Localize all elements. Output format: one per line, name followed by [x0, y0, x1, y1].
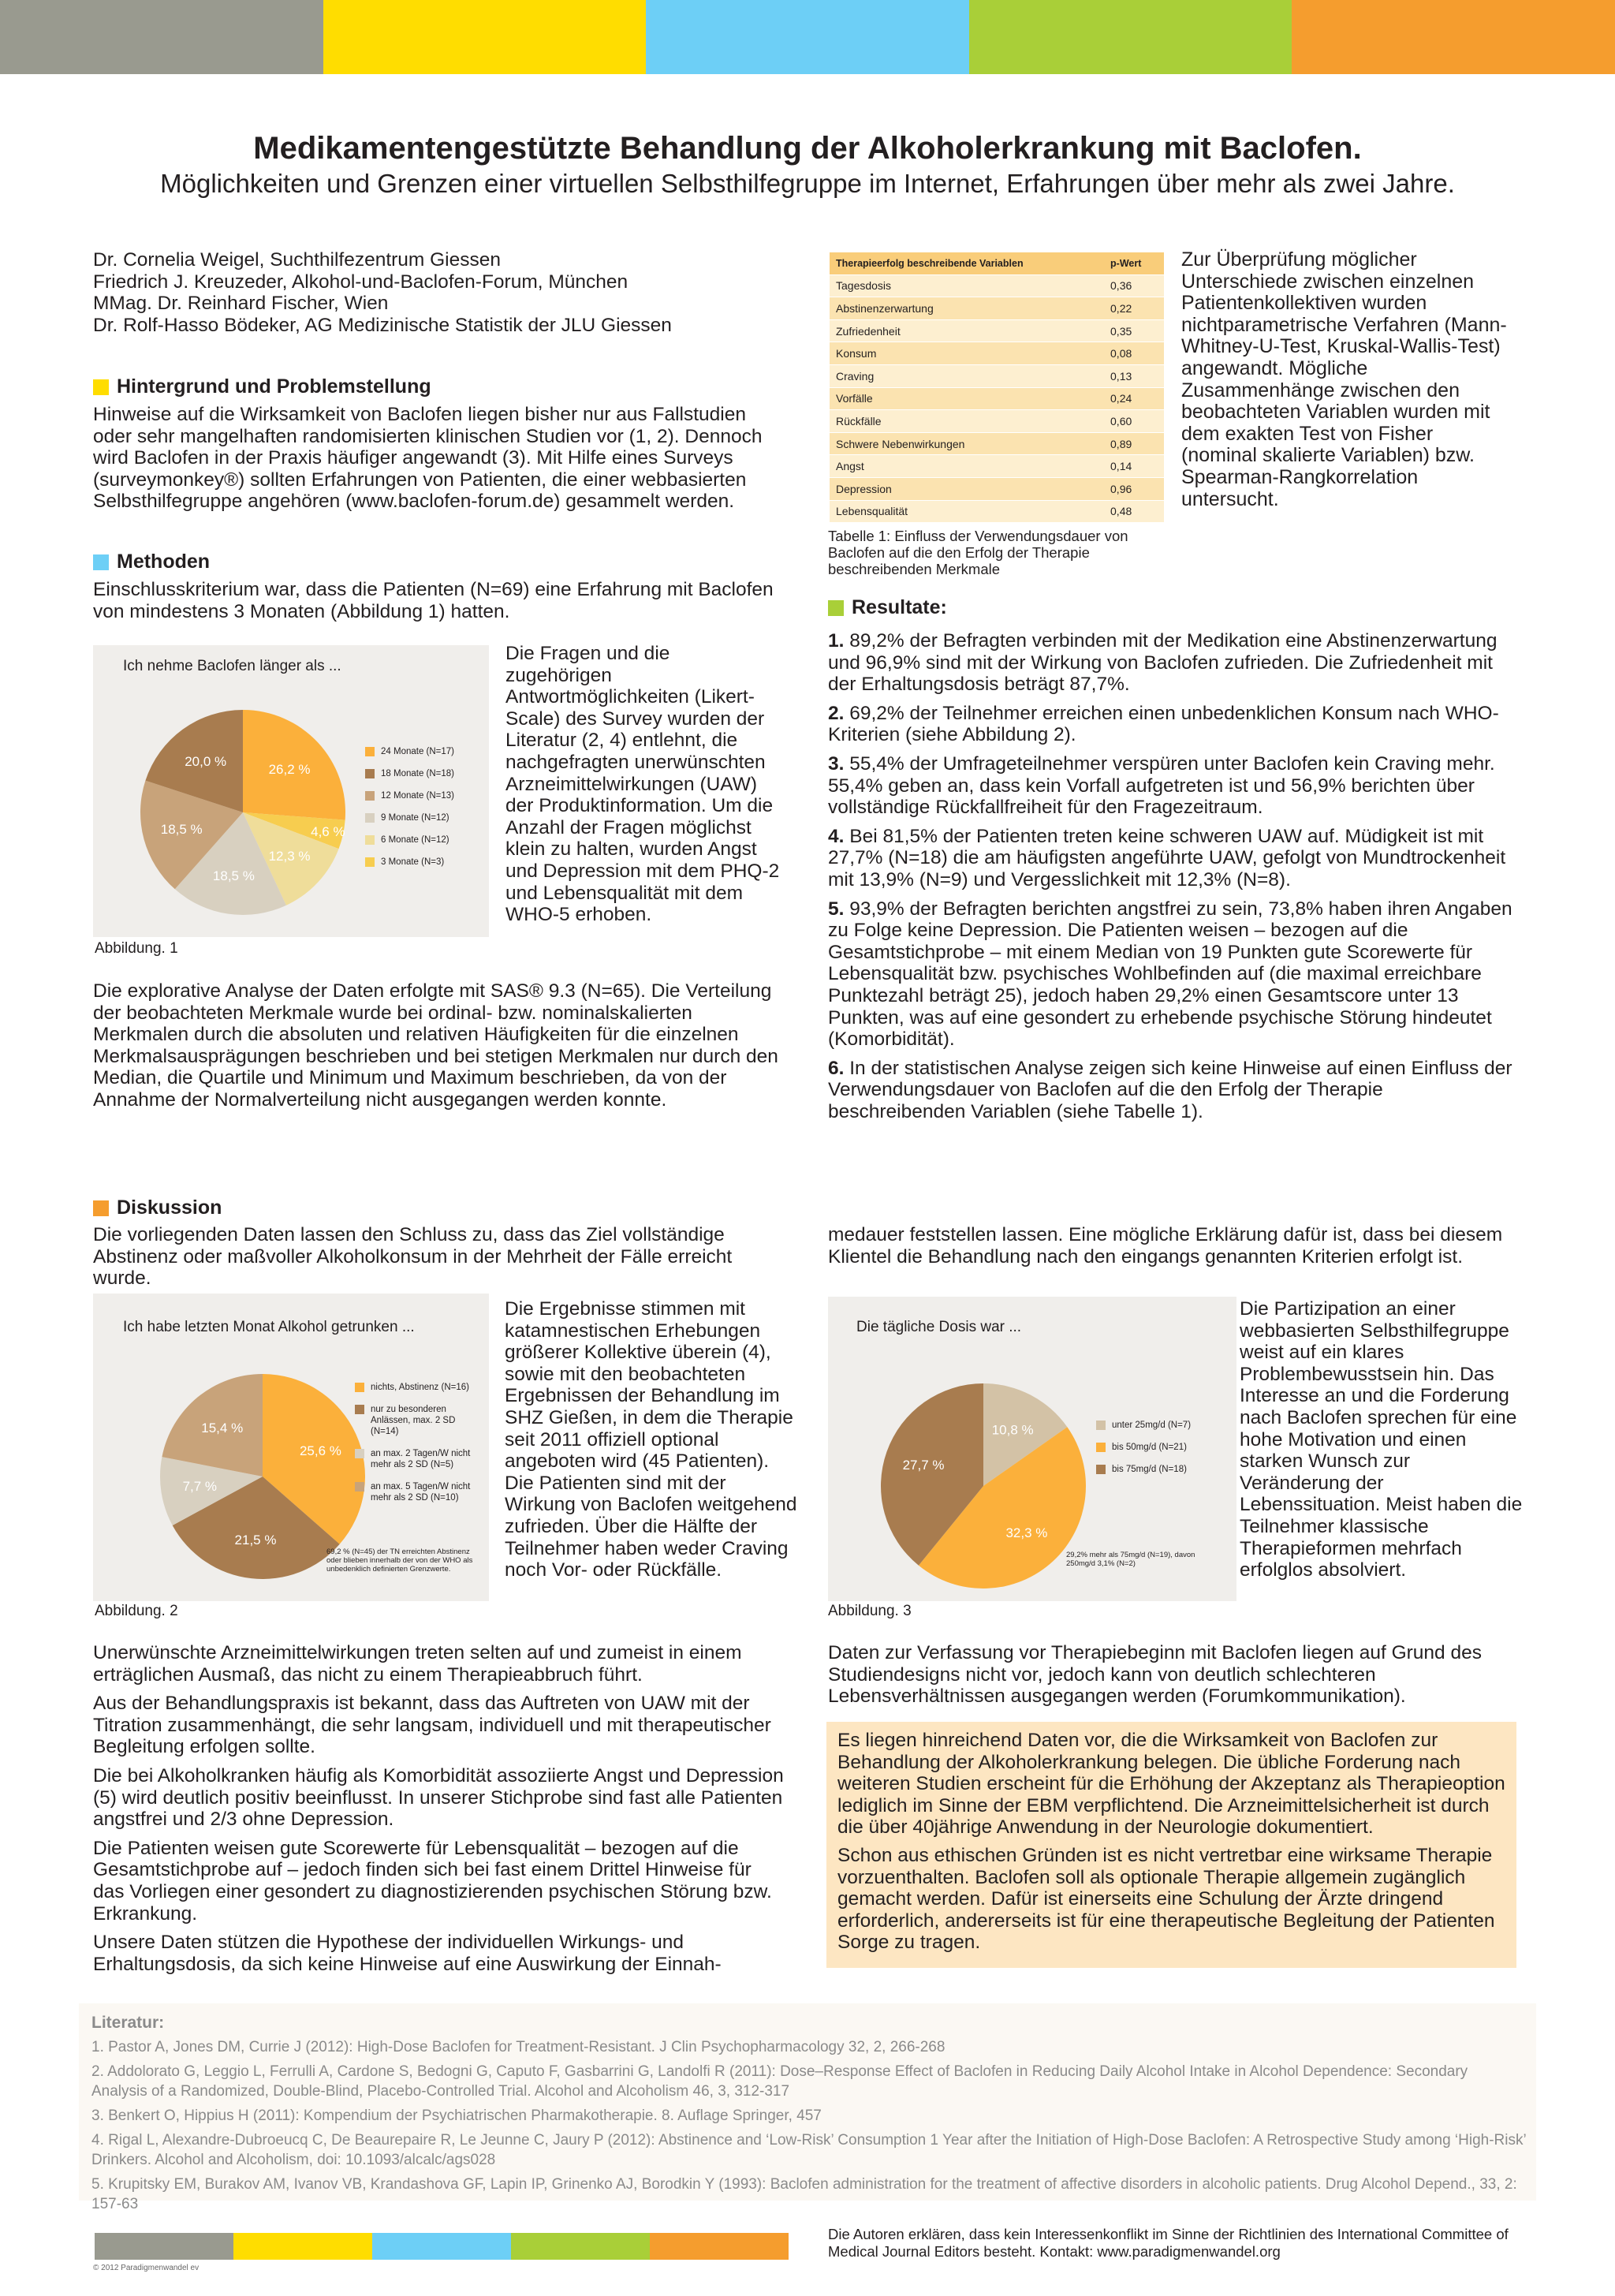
- poster-subtitle: Möglichkeiten und Grenzen einer virtuellen Selbsthilfegruppe im Internet, Erfahrungen über mehr als zwei Jahre.: [160, 169, 1455, 198]
- figure-3-note: 29,2% mehr als 75mg/d (N=19), davon 250mg/d 3,1% (N=2): [1066, 1551, 1195, 1568]
- pie-data-label: 32,3 %: [1005, 1525, 1048, 1540]
- paragraph: Die bei Alkoholkranken häufig als Komorbidität assoziierte Angst und Depression (5) wird deutlich positiv beeinflusst. In unserer Stichprobe sind fast alle Patienten angstfrei und 2/3 ohne Depression.: [93, 1764, 784, 1831]
- legend-entry: [355, 1404, 481, 1437]
- table-header: Therapieerfolg beschreibende Variablen: [830, 252, 1104, 274]
- reference-item: 4. Rigal L, Alexandre-Dubroeucq C, De Beaurepaire R, Le Jeunne C, Jaury P (2012): Abstinence and ‘Low-Risk’ Consumption 1 Year after the Initiation of High-Dose Baclofen: A Retrospective Study among ‘High-Risk’ Drinkers. Alcohol and Alcoholism, doi: 10.1093/alcalc/ags028: [91, 2132, 1527, 2168]
- legend-label: unter 25mg/d (N=7): [1112, 1421, 1192, 1430]
- figure-1-legend: [365, 746, 483, 879]
- legend-entry: [365, 768, 483, 779]
- top-color-bar: [0, 0, 1615, 74]
- legend-label: 12 Monate (N=13): [381, 791, 455, 801]
- table-cell-variable: Tagesdosis: [830, 274, 1104, 297]
- pie-data-label: 15,4 %: [201, 1420, 244, 1435]
- result-text: In der statistischen Analyse zeigen sich keine Hinweise auf einen Einfluss der Verwendungsdauer von Baclofen auf die den Erfolg der Therapie beschreibenden Variablen (siehe Tabelle 1).: [828, 1057, 1512, 1122]
- pie-data-label: 7,7 %: [182, 1479, 218, 1495]
- table-cell-variable: Schwere Nebenwirkungen: [830, 432, 1104, 455]
- table-cell-pvalue: 0,48: [1104, 500, 1164, 523]
- result-item: [828, 630, 1522, 696]
- result-number: 6.: [828, 1057, 845, 1079]
- legend-entry: [365, 746, 483, 757]
- result-item: [828, 898, 1522, 1051]
- legend-entry: [1096, 1442, 1230, 1453]
- results-table: [830, 252, 1164, 523]
- green-square-icon: [828, 600, 844, 616]
- footer-disclaimer: Die Autoren erklären, dass kein Interessenkonflikt im Sinne der Richtlinien des International Committee of Medical Journal Editors besteht. Kontakt: www.paradigmenwandel.org: [828, 2226, 1509, 2260]
- reference-item: 1. Pastor A, Jones DM, Currie J (2012): High-Dose Baclofen for Treatment-Resistant. J Clin Psychopharmacology 32, 2, 266-268: [91, 2039, 946, 2055]
- table-cell-pvalue: 0,22: [1104, 297, 1164, 320]
- table-cell-pvalue: 0,35: [1104, 319, 1164, 342]
- reference-item: 3. Benkert O, Hippius H (2011): Kompendium der Psychiatrischen Pharmakotherapie. 8. Auflage Springer, 457: [91, 2107, 822, 2124]
- color-block: [969, 0, 1292, 74]
- table-row: [830, 387, 1164, 410]
- color-block: [511, 2233, 650, 2260]
- diskussion-intro: Die vorliegenden Daten lassen den Schluss zu, dass das Ziel vollständige Abstinenz oder maßvoller Alkoholkonsum in der Mehrheit der Fälle erreicht wurde.: [93, 1224, 733, 1290]
- table-cell-pvalue: 0,24: [1104, 387, 1164, 410]
- table-cell-variable: Rückfälle: [830, 410, 1104, 433]
- figure-2-note: 69,2 % (N=45) der TN erreichten Abstinenz oder blieben innerhalb der von der WHO als unbedenklich definierten Grenzwerte.: [326, 1547, 473, 1574]
- table-cell-pvalue: 0,60: [1104, 410, 1164, 433]
- references: [91, 2013, 1527, 2219]
- references-heading: Literatur:: [91, 2014, 165, 2032]
- color-block: [0, 0, 323, 74]
- figure-1-title: Ich nehme Baclofen länger als ...: [123, 658, 341, 674]
- legend-swatch: [355, 1482, 364, 1491]
- table-row: [830, 500, 1164, 523]
- pie-data-label: 20,0 %: [185, 753, 227, 769]
- reference-item: 2. Addolorato G, Leggio L, Ferrulli A, Cardone S, Bedogni G, Caputo F, Gasbarrini G, Landolfi R (2011): Dose–Response Effect of Baclofen in Reducing Daily Alcohol Intake in Alcohol Dependence: Secondary Analysis of a Randomized, Double-Blind, Placebo-Controlled Trial. Alcohol and Alcoholism 46, 3, 312-317: [91, 2063, 1468, 2100]
- table-cell-variable: Angst: [830, 455, 1104, 478]
- legend-swatch: [355, 1405, 364, 1414]
- legend-label: nichts, Abstinenz (N=16): [371, 1383, 469, 1392]
- table-row: [830, 455, 1164, 478]
- table-row: [830, 297, 1164, 320]
- legend-swatch: [365, 769, 375, 778]
- legend-label: an max. 5 Tagen/W nicht mehr als 2 SD (N=10): [371, 1482, 471, 1503]
- result-text: 55,4% der Umfrageteilnehmer verspüren unter Baclofen kein Craving mehr. 55,4% geben an, dass kein Vorfall aufgetreten ist und 56,9% berichten über vollständige Rückfallfreiheit für den Fragezeitraum.: [828, 752, 1495, 819]
- legend-swatch: [1096, 1421, 1106, 1430]
- pie-data-label: 4,6 %: [311, 823, 345, 839]
- legend-entry: [355, 1448, 481, 1470]
- legend-swatch: [365, 857, 375, 867]
- legend-label: an max. 2 Tagen/W nicht mehr als 2 SD (N=5): [371, 1449, 471, 1469]
- color-block: [650, 2233, 789, 2260]
- author: Friedrich J. Kreuzeder, Alkohol-und-Baclofen-Forum, München: [93, 271, 628, 293]
- legend-swatch: [365, 835, 375, 845]
- pie-data-label: 18,5 %: [212, 868, 255, 883]
- result-item: [828, 703, 1522, 746]
- legend-swatch: [365, 747, 375, 756]
- table-row: [830, 274, 1164, 297]
- methoden-side-text: Die Fragen und die zugehörigen Antwortmöglichkeiten (Likert-Scale) des Survey wurden der Literatur (2, 4) entlehnt, die nachgefragten unerwünschten Arzneimittelwirkungen (UAW) der Produktinformation. Um die Anzahl der Fragen möglichst klein zu halten, wurden Angst und Depression mit dem PHQ-2 und Lebensqualität mit dem WHO-5 erhoben.: [505, 643, 780, 926]
- legend-swatch: [1096, 1465, 1106, 1474]
- result-number: 3.: [828, 752, 845, 775]
- legend-swatch: [1096, 1443, 1106, 1452]
- figure-2-caption: Abbildung. 2: [95, 1603, 178, 1619]
- table-cell-variable: Lebensqualität: [830, 500, 1104, 523]
- legend-label: 24 Monate (N=17): [381, 747, 455, 756]
- table-caption: Tabelle 1: Einfluss der Verwendungsdauer von Baclofen auf die den Erfolg der Therapie beschreibenden Merkmale: [828, 528, 1128, 577]
- color-block: [372, 2233, 511, 2260]
- legend-entry: [365, 790, 483, 801]
- legend-entry: [1096, 1464, 1230, 1475]
- result-text: 93,9% der Befragten berichten angstfrei zu sein, 73,8% haben ihren Angaben zu Folge keine Depression. Die Patienten weisen – bezogen auf die Gesamtstichprobe – mit einem Median von 19 Punkten gute Scorewerte für Lebensqualität bzw. psychisches Wohlbefinden auf (die maximal erreichbare Punktezahl beträgt 25), jedoch haben 29,2% einen Gesamtscore unter 13 Punkten, was auf eine gesondert zu erhebende psychische Störung hindeutet (Komorbidität).: [828, 898, 1512, 1051]
- legend-entry: [365, 812, 483, 823]
- legend-label: bis 75mg/d (N=18): [1112, 1465, 1187, 1474]
- pie-data-label: 10,8 %: [991, 1422, 1034, 1438]
- table-row: [830, 364, 1164, 387]
- copyright: © 2012 Paradigmenwandel ev: [93, 2264, 200, 2272]
- section-heading-diskussion: Diskussion: [93, 1197, 222, 1219]
- result-text: Bei 81,5% der Patienten treten keine schweren UAW auf. Müdigkeit ist mit 27,7% (N=18) die am häufigsten angeführte UAW, gefolgt von Mundtrockenheit mit 13,9% (N=9) und Vergesslichkeit mit 12,3% (N=8).: [828, 825, 1506, 890]
- diskussion-after-fig3: Daten zur Verfassung vor Therapiebeginn mit Baclofen liegen auf Grund des Studiendesigns nicht vor, jedoch kann von deutlich schlechteren Lebensverhältnissen ausgegangen werden (Forumkommunikation).: [828, 1642, 1482, 1708]
- result-number: 2.: [828, 702, 845, 724]
- orange-square-icon: [93, 1200, 109, 1216]
- author: Dr. Rolf-Hasso Bödeker, AG Medizinische Statistik der JLU Giessen: [93, 314, 672, 336]
- paragraph: Unsere Daten stützen die Hypothese der individuellen Wirkungs- und Erhaltungsdosis, da sich keine Hinweise auf eine Auswirkung der Einnah-: [93, 1932, 722, 1975]
- color-block: [233, 2233, 372, 2260]
- legend-entry: [355, 1382, 481, 1393]
- conclusion-paragraph: Schon aus ethischen Gründen ist es nicht vertretbar eine wirksame Therapie vorzuenthalten. Baclofen soll als optionale Therapie allgemein zugänglich gemacht werden. Dafür ist einerseits eine Schulung der Ärzte dringend erforderlich, andererseits ist für eine therapeutische Begleitung der Patienten Sorge zu tragen.: [837, 1844, 1495, 1954]
- hintergrund-text: Hinweise auf die Wirksamkeit von Baclofen liegen bisher nur aus Fallstudien oder sehr mangelhaften randomisierten klinischen Studien vor (1, 2). Dennoch wird Baclofen in der Praxis häufiger angewandt (3). Mit Hilfe eines Surveys (surveymonkey®) sollten Erfahrungen von Patienten, die einer webbasierten Selbsthilfegruppe angehören (www.baclofen-forum.de) gesammelt werden.: [93, 404, 763, 513]
- table-row: [830, 477, 1164, 500]
- result-number: 5.: [828, 898, 845, 920]
- paragraph: Die Patienten weisen gute Scorewerte für Lebensqualität – bezogen auf die Gesamtstichprobe auf – jedoch finden sich bei fast einem Drittel Hinweise für das Vorliegen einer gesondert zu diagnostizierenden psychischen Störung bzw. Erkrankung.: [93, 1837, 772, 1925]
- legend-label: 18 Monate (N=18): [381, 769, 455, 778]
- legend-label: 3 Monate (N=3): [381, 857, 445, 867]
- legend-entry: [365, 857, 483, 868]
- conclusion-box: [826, 1722, 1516, 1968]
- paragraph: Aus der Behandlungspraxis ist bekannt, dass das Auftreten von UAW mit der Titration zusammenhängt, die sehr langsam, individuell und mit therapeutischer Begleitung erfolgen sollte.: [93, 1693, 771, 1758]
- table-cell-pvalue: 0,36: [1104, 274, 1164, 297]
- pie-data-label: 18,5 %: [160, 822, 203, 838]
- section-heading-resultate: Resultate:: [828, 596, 947, 619]
- bottom-color-bar: [95, 2233, 789, 2260]
- figure-2-legend: [355, 1382, 481, 1514]
- pie-data-label: 12,3 %: [268, 848, 311, 864]
- table-cell-variable: Craving: [830, 364, 1104, 387]
- table-header: p-Wert: [1104, 252, 1164, 274]
- author-list: [93, 249, 803, 336]
- blue-square-icon: [93, 554, 109, 570]
- table-cell-variable: Abstinenzerwartung: [830, 297, 1104, 320]
- pie-data-label: 25,6 %: [299, 1443, 341, 1458]
- analysis-text: Die explorative Analyse der Daten erfolgte mit SAS® 9.3 (N=65). Die Verteilung der beobachteten Merkmale wurde bei ordinal- bzw. nominalskalierten Merkmalen durch die absoluten und relativen Häufigkeiten für die einzelnen Merkmalsausprägungen beschrieben und bei stetigen Merkmalen nur durch den Median, die Quartile und Minimum und Maximum beschrieben, da von der Annahme der Normalverteilung nicht ausgegangen werden konnte.: [93, 980, 778, 1111]
- legend-entry: [365, 834, 483, 846]
- table-cell-pvalue: 0,14: [1104, 455, 1164, 478]
- result-item: [828, 1058, 1522, 1123]
- right-intro-text: Zur Überprüfung möglicher Unterschiede zwischen einzelnen Patientenkollektiven wurden nichtparametrische Verfahren (Mann-Whitney-U-Test, Kruskal-Wallis-Test) angewandt. Mögliche Zusammenhänge zwischen den beobachteten Variablen wurden mit dem exakten Test von Fisher (nominal skalierte Variablen) bzw. Spearman-Rangkorrelation untersucht.: [1181, 248, 1507, 510]
- figure-3-caption: Abbildung. 3: [828, 1603, 912, 1619]
- table-cell-pvalue: 0,13: [1104, 364, 1164, 387]
- table-cell-pvalue: 0,96: [1104, 477, 1164, 500]
- legend-label: 6 Monate (N=12): [381, 835, 449, 845]
- figure-3-title: Die tägliche Dosis war ...: [856, 1319, 1022, 1335]
- section-heading-methoden: Methoden: [93, 551, 210, 573]
- result-number: 1.: [828, 630, 845, 651]
- color-block: [646, 0, 969, 74]
- results-list: [828, 630, 1522, 1129]
- author: Dr. Cornelia Weigel, Suchthilfezentrum Giessen: [93, 249, 502, 271]
- color-block: [95, 2233, 233, 2260]
- diskussion-side-text: Die Ergebnisse stimmen mit katamnestischen Erhebungen größerer Kollektive überein (4), sowie mit den beobachteten Ergebnissen der Behandlung im SHZ Gießen, in dem die Therapie seit 2011 offiziell optional angeboten wird (45 Patienten). Die Patienten sind mit der Wirkung von Baclofen weitgehend zufrieden. Über die Hälfte der Teilnehmer haben weder Craving noch Vor- oder Rückfälle.: [505, 1298, 797, 1581]
- legend-label: 9 Monate (N=12): [381, 813, 449, 823]
- author: MMag. Dr. Reinhard Fischer, Wien: [93, 293, 389, 315]
- result-text: 69,2% der Teilnehmer erreichen einen unbedenklichen Konsum nach WHO-Kriterien (siehe Abbildung 2).: [828, 702, 1499, 746]
- section-heading-hintergrund: Hintergrund und Problemstellung: [93, 375, 431, 398]
- legend-label: nur zu besonderen Anlässen, max. 2 SD (N=14): [371, 1405, 456, 1436]
- legend-entry: [1096, 1420, 1230, 1431]
- paragraph: Unerwünschte Arzneimittelwirkungen treten selten auf und zumeist in einem erträglichen Ausmaß, das nicht zu einem Therapieabbruch führt.: [93, 1642, 742, 1686]
- diskussion-continued: medauer feststellen lassen. Eine mögliche Erklärung dafür ist, dass bei diesem Klientel die Behandlung nach den eingangs genannten Kriterien erfolgt ist.: [828, 1224, 1503, 1267]
- table-cell-variable: Vorfälle: [830, 387, 1104, 410]
- diskussion-side-text-2: Die Partizipation an einer webbasierten Selbsthilfegruppe weist auf ein klares Problembewusstsein hin. Das Interesse an und die Forderung nach Baclofen sprechen für eine hohe Motivation und einen starken Wunsch zur Veränderung der Lebenssituation. Meist haben die Teilnehmer klassische Therapieformen mehrfach erfolglos absolviert.: [1240, 1298, 1523, 1581]
- methoden-text: Einschlusskriterium war, dass die Patienten (N=69) eine Erfahrung mit Baclofen von mindestens 3 Monaten (Abbildung 1) hatten.: [93, 579, 774, 622]
- table-cell-pvalue: 0,89: [1104, 432, 1164, 455]
- pie-data-label: 27,7 %: [902, 1457, 945, 1473]
- color-block: [323, 0, 647, 74]
- figure-2-title: Ich habe letzten Monat Alkohol getrunken ...: [123, 1319, 415, 1335]
- table-row: [830, 410, 1164, 433]
- figure-1-caption: Abbildung. 1: [95, 940, 178, 957]
- legend-entry: [355, 1481, 481, 1503]
- table-row: [830, 342, 1164, 365]
- legend-label: bis 50mg/d (N=21): [1112, 1443, 1187, 1452]
- diskussion-paragraphs: [93, 1642, 787, 1982]
- result-item: [828, 826, 1522, 891]
- poster-title: Medikamentengestützte Behandlung der Alkoholerkrankung mit Baclofen.: [253, 131, 1362, 166]
- legend-swatch: [365, 813, 375, 823]
- table-cell-variable: Konsum: [830, 342, 1104, 365]
- table-cell-pvalue: 0,08: [1104, 342, 1164, 365]
- result-item: [828, 753, 1522, 819]
- reference-item: 5. Krupitsky EM, Burakov AM, Ivanov VB, Krandashova GF, Lapin IP, Grinenko AJ, Borodkin Y (1993): Baclofen administration for the treatment of affective disorders in alcoholic patients. Drug Alcohol Depend., 33, 2: 157-63: [91, 2176, 1517, 2212]
- pie-data-label: 26,2 %: [268, 762, 311, 778]
- pie-data-label: 21,5 %: [234, 1533, 277, 1548]
- conclusion-paragraph: Es liegen hinreichend Daten vor, die die Wirksamkeit von Baclofen zur Behandlung der Alkoholerkrankung belegen. Die übliche Forderung nach weiteren Studien erscheint für die Erhöhung der Akzeptanz als Therapieoption lediglich im Sinne der EBM verpflichtend. Die Arzneimittelsicherheit ist durch die über 40jährige Anwendung in der Neurologie dokumentiert.: [837, 1730, 1505, 1839]
- yellow-square-icon: [93, 379, 109, 395]
- table-row: [830, 319, 1164, 342]
- color-block: [1292, 0, 1615, 74]
- table-row: [830, 432, 1164, 455]
- figure-3-legend: [1096, 1420, 1230, 1486]
- result-number: 4.: [828, 825, 845, 847]
- result-text: 89,2% der Befragten verbinden mit der Medikation eine Abstinenzerwartung und 96,9% sind mit der Wirkung von Baclofen zufrieden. Die Zufriedenheit mit der Erhaltungsdosis beträgt 87,7%.: [828, 630, 1498, 696]
- table-cell-variable: Zufriedenheit: [830, 319, 1104, 342]
- legend-swatch: [355, 1383, 364, 1392]
- table-cell-variable: Depression: [830, 477, 1104, 500]
- legend-swatch: [365, 791, 375, 801]
- legend-swatch: [355, 1449, 364, 1458]
